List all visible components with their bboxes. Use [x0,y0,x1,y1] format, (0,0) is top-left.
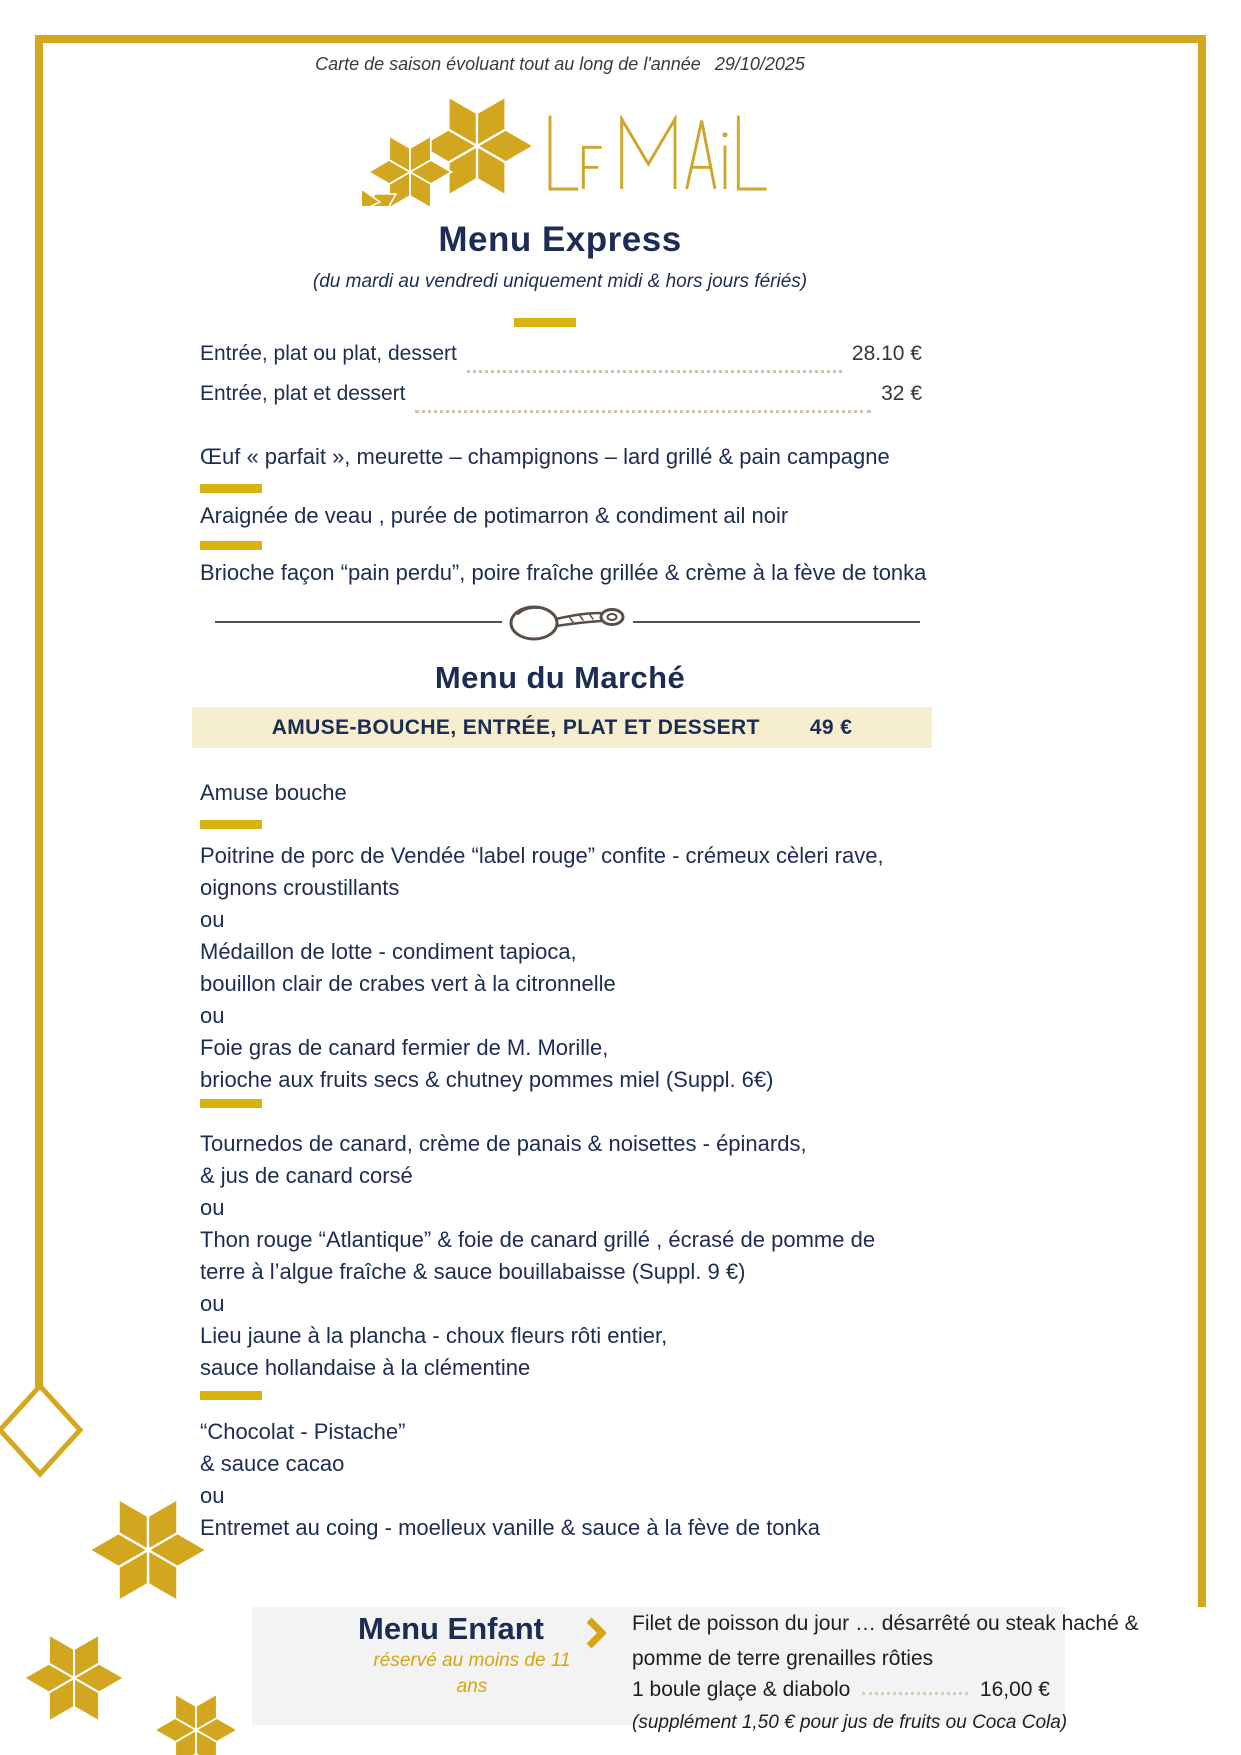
menu-express-subtitle: (du mardi au vendredi uniquement midi & hors jours fériés) [312,271,808,292]
plats-block [200,1128,960,1384]
corner-decoration-stars-icon [0,1378,265,1755]
desserts-block [200,1416,960,1544]
divider-line [215,621,502,623]
page-border-right [1198,35,1206,1607]
option-separator: ou [200,1003,225,1028]
tagline-text: Carte de saison évoluant tout au long de l'année [315,54,701,74]
tagline [190,54,930,75]
option-separator: ou [200,907,225,932]
menu-enfant-price: 16,00 € [979,1678,1050,1701]
dish-line: oignons croustillants [200,875,400,900]
dish-line: Œuf « parfait », meurette – champignons – lard grillé & pain campagne [200,444,890,469]
dish-line: Araignée de veau , purée de potimarron & condiment ail noir [200,503,789,528]
gold-divider [514,318,576,327]
price-row [200,342,922,382]
price-row-amount: 32 € [881,382,922,405]
banner-label: AMUSE-BOUCHE, ENTRÉE, PLAT ET DESSERT [271,715,760,739]
price-row-amount: 28.10 € [851,342,922,365]
dish-line: Tournedos de canard, crème de panais & noisettes - épinards, [200,1131,807,1156]
entrees-block [200,840,960,1096]
spoon-icon [508,600,632,644]
page-border-top [35,35,1206,43]
dish-line: Entremet au coing - moelleux vanille & sauce à la fève de tonka [200,1515,821,1540]
dish-line: Foie gras de canard fermier de M. Morille, [200,1035,609,1060]
dish-line: Médaillon de lotte - condiment tapioca, [200,939,577,964]
divider-line [633,621,920,623]
menu-enfant-title: Menu Enfant [358,1611,544,1646]
dotted-leader [415,410,871,413]
amuse-bouche-label: Amuse bouche [200,780,347,805]
gold-divider [200,1099,262,1108]
gold-divider [200,484,262,493]
dish-line: terre à l’algue fraîche & sauce bouillabaisse (Suppl. 9 €) [200,1259,746,1284]
price-row [200,382,922,422]
chevron-right-icon [586,1617,606,1649]
page-border-left [35,35,43,1398]
dish-line: Poitrine de porc de Vendée “label rouge” confite - crémeux cèleri rave, [200,843,884,868]
dish-line: & jus de canard corsé [200,1163,413,1188]
dish-line: “Chocolat - Pistache” [200,1419,406,1444]
dish-line: bouillon clair de crabes vert à la citronnelle [200,971,616,996]
dish-line: Thon rouge “Atlantique” & foie de canard grillé , écrasé de pomme de [200,1227,876,1252]
dish-line: Brioche façon “pain perdu”, poire fraîche grillée & crème à la fève de tonka [200,560,927,585]
menu-marche-title: Menu du Marché [434,660,686,695]
menu-enfant-note: ans [456,1676,488,1697]
menu-enfant-supplement: (supplément 1,50 € pour jus de fruits ou Coca Cola) [632,1712,1068,1733]
dotted-leader [862,1692,968,1695]
menu-date: 29/10/2025 [714,54,805,74]
option-separator: ou [200,1291,225,1316]
dish-line: & sauce cacao [200,1451,345,1476]
gold-divider [200,541,262,550]
brand-wordmark [545,112,770,196]
banner-price: 49 € [809,715,853,739]
menu-enfant-note: réservé au moins de 11 [373,1650,571,1671]
dish-line: Lieu jaune à la plancha - choux fleurs rôti entier, [200,1323,668,1348]
menu-express-title: Menu Express [438,220,682,259]
option-separator: ou [200,1483,225,1508]
menu-express-pricing [200,342,922,422]
brand-logo-stars-icon [362,84,532,206]
menu-enfant-description-line: pomme de terre grenailles rôties [632,1647,934,1670]
price-row-label: Entrée, plat ou plat, dessert [200,342,457,365]
menu-enfant-description-line: Filet de poisson du jour … désarrêté ou steak haché & [632,1612,1139,1635]
dotted-leader [467,370,842,373]
dish-line: sauce hollandaise à la clémentine [200,1355,531,1380]
price-row-label: Entrée, plat et dessert [200,382,406,405]
gold-divider [200,820,262,829]
menu-banner [192,707,932,748]
option-separator: ou [200,1195,225,1220]
dish-line: brioche aux fruits secs & chutney pommes miel (Suppl. 6€) [200,1067,774,1092]
menu-enfant-item: 1 boule glaçe & diabolo [632,1678,851,1701]
menu-enfant-price-row [632,1678,1050,1702]
